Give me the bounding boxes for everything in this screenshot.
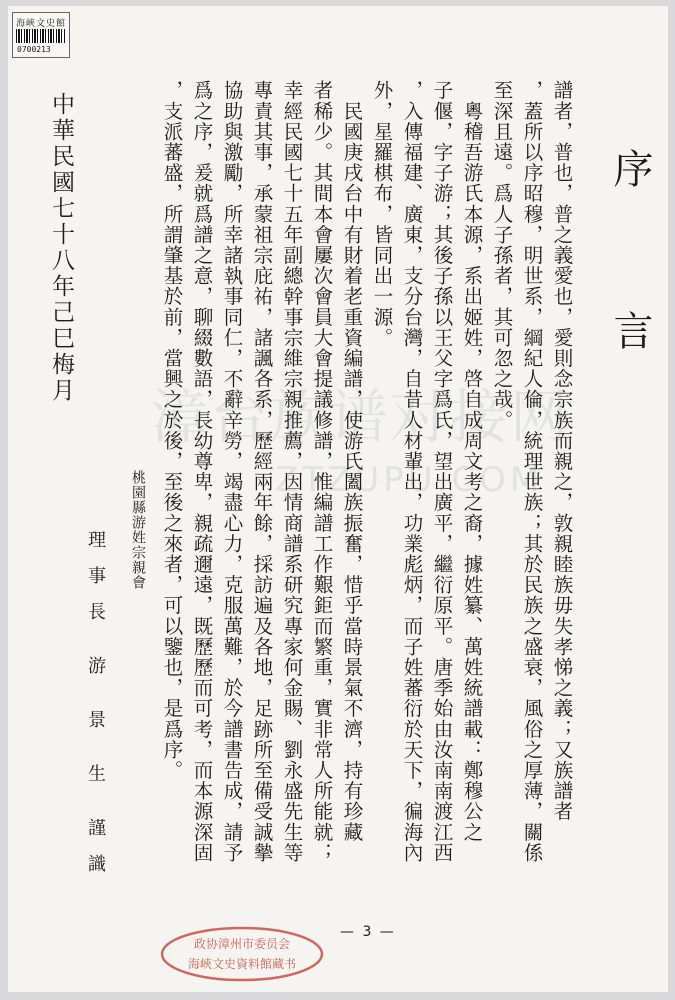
body-column: ，支派蕃盛，所謂肇基於前，當興之於後，至後之來者，可以鑒也，是爲序。 xyxy=(160,80,184,781)
body-column: 子偃，字子游；其後子孫以王父字爲氏，望出廣平，繼衍原平。唐季始由汝南南渡江西 xyxy=(430,80,454,863)
heading-char-2: 言 xyxy=(607,310,653,350)
body-column: 外，星羅棋布，皆同出一源。 xyxy=(370,80,394,348)
body-column: 譜者，普也，普之義愛也，愛則念宗族而親之，敦親睦族毋失孝悌之義；又族譜者 xyxy=(550,80,574,822)
signatory-line: 理 事 長 游 景 生 謹 識 xyxy=(85,530,106,872)
barcode-number: 0700213 xyxy=(17,45,51,54)
heading-char-1: 序 xyxy=(607,148,653,188)
watermark-text: 漳台族谱对接网 xyxy=(150,383,571,451)
body-column: ，蓋所以序昭穆，明世系，綱紀人倫，統理世族；其於民族之盛衰，風俗之厚薄，關係 xyxy=(520,80,544,863)
body-column: 粵稽吾游氏本源，系出姬姓，啓自成周文考之裔，據姓纂、萬姓統譜載：鄭穆公之 xyxy=(460,80,484,843)
stamp-line1: 政协漳州市委员会 xyxy=(193,937,291,951)
body-column: 協助與激勵，所幸諸執事同仁，不辭辛勞，竭盡心力，克服萬難，於今譜書告成，請予 xyxy=(220,80,244,863)
archive-label xyxy=(12,12,70,58)
body-column: 爲之序，爰就爲譜之意，聊綴數語，長幼尊卑，親疏邇遠，既歷歷而可考，而本源深固 xyxy=(190,80,214,863)
date-line: 中華民國七十八年己巳梅月 xyxy=(48,92,74,404)
page-number: — 3 — xyxy=(340,924,396,940)
barcode-icon xyxy=(16,29,66,43)
body-column: 者稀少。其間本會屢次會員大會提議修譜，惟編譜工作艱鉅而繁重，實非常人所能就； xyxy=(310,80,334,863)
organization-name: 桃園縣游姓宗親會 xyxy=(130,470,146,590)
archive-label-title: 海峽文史館 xyxy=(16,19,67,29)
stamp-line2: 海峽文史資料館藏书 xyxy=(187,957,297,971)
body-column: 至深且遠。爲人子孫者，其可忽之哉。 xyxy=(490,80,514,431)
body-column: 民國庚戌台中有財着老重資編譜，使游氏闔族振奮，惜乎當時景氣不濟，持有珍藏 xyxy=(340,80,364,843)
watermark-url: ZTZUPU.COM xyxy=(275,460,544,500)
body-column: 幸經民國七十五年副總幹事宗維宗親推薦，因情商譜系研究專家何金賜、劉永盛先生等 xyxy=(280,80,304,863)
body-column: ，入傳福建、廣東，支分台灣，自昔人材輩出，功業彪炳，而子姓蕃衍於天下，徧海內 xyxy=(400,80,424,863)
body-column: 專責其事，承蒙祖宗庇祐，諸諷各系，歷經兩年餘，採訪遍及各地，足跡所至備受誠摰 xyxy=(250,80,274,863)
archive-seal xyxy=(160,926,325,982)
